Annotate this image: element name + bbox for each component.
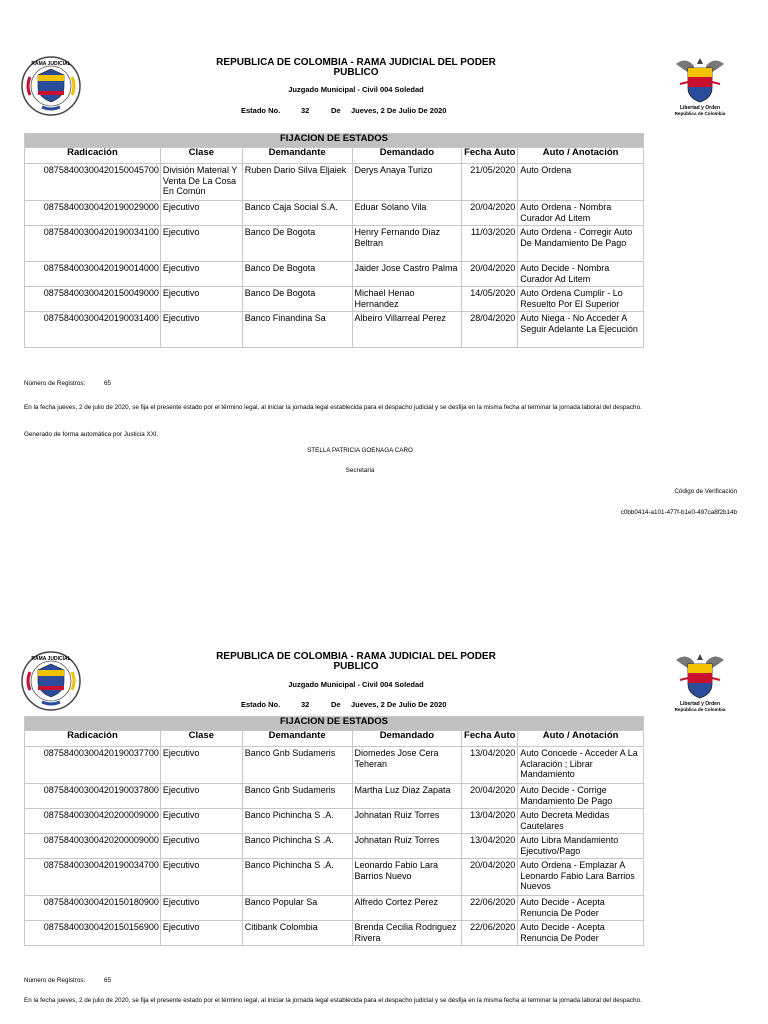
cell-clase: Ejecutivo xyxy=(160,809,242,834)
cell-anotacion: Auto Ordena - Emplazar A Leonardo Fabio Lara Barrios Nuevos xyxy=(518,859,644,896)
cell-fecha: 13/04/2020 xyxy=(462,834,518,859)
cell-anotacion: Auto Ordena - Corregir Auto De Mandamiento De Pago xyxy=(518,226,644,262)
cell-anotacion: Auto Libra Mandamiento Ejecutivo/Pago xyxy=(518,834,644,859)
col-radicacion: Radicación xyxy=(25,148,161,164)
cell-demandante: Banco Caja Social S.A. xyxy=(242,201,352,226)
cell-anotacion: Auto Decide - Acepta Renuncia De Poder xyxy=(518,921,644,946)
notice-text: En la fecha jueves, 2 de julio de 2020, se fija el presente estado por el término legal, al iniciar la jornada legal establecida para el despacho judicial y se desfija en la misma fecha al terminar la jornada laboral del despacho. xyxy=(24,404,642,411)
cell-clase: Ejecutivo xyxy=(160,834,242,859)
col-radicacion: Radicación xyxy=(25,731,161,747)
cell-demandado: Martha Luz Diaz Zapata xyxy=(352,784,462,809)
table-row xyxy=(25,164,644,201)
table-row xyxy=(25,859,644,896)
cell-fecha: 21/05/2020 xyxy=(462,164,518,201)
notice-text: En la fecha jueves, 2 de julio de 2020, se fija el presente estado por el término legal, al iniciar la jornada legal establecida para el despacho judicial y se desfija en la misma fecha al terminar la jornada laboral del despacho. xyxy=(24,997,642,1004)
cell-demandado: Johnatan Ruiz Torres xyxy=(352,809,462,834)
cell-fecha: 20/04/2020 xyxy=(462,784,518,809)
table-band-title: FIJACION DE ESTADOS xyxy=(25,717,644,731)
table-row xyxy=(25,809,644,834)
col-fecha-auto: Fecha Auto xyxy=(462,148,518,164)
cell-fecha: 20/04/2020 xyxy=(462,262,518,287)
cell-fecha: 20/04/2020 xyxy=(462,859,518,896)
cell-demandante: Banco Finandina Sa xyxy=(242,312,352,348)
table-row xyxy=(25,896,644,921)
court-name: Juzgado Municipal - Civil 004 Soledad xyxy=(288,85,424,94)
cell-demandante: Banco Gnb Sudameris xyxy=(242,784,352,809)
cell-demandado: Henry Fernando Diaz Beltran xyxy=(352,226,462,262)
cell-anotacion: Auto Decide - Corrige Mandamiento De Pago xyxy=(518,784,644,809)
court-name: Juzgado Municipal - Civil 004 Soledad xyxy=(288,680,424,689)
cell-demandante: Ruben Dario Silva Eljaiek xyxy=(242,164,352,201)
estado-line xyxy=(241,106,446,115)
cell-anotacion: Auto Decide - Acepta Renuncia De Poder xyxy=(518,896,644,921)
rama-judicial-seal-icon xyxy=(20,650,82,712)
cell-clase: Ejecutivo xyxy=(160,747,242,784)
registros-label: Número de Registros: xyxy=(24,977,86,984)
cell-clase: Ejecutivo xyxy=(160,226,242,262)
cell-demandante: Banco Popular Sa xyxy=(242,896,352,921)
registros-line xyxy=(24,977,724,985)
verification-label: Código de Verificación xyxy=(674,488,737,495)
cell-radicacion: 08758400300420190037800 xyxy=(25,784,161,809)
svg-text:RAMA JUDICIAL: RAMA JUDICIAL xyxy=(31,61,71,67)
cell-anotacion: Auto Niega - No Acceder A Seguir Adelante La Ejecución xyxy=(518,312,644,348)
document-title: REPUBLICA DE COLOMBIA - RAMA JUDICIAL DEL PODER PUBLICO xyxy=(216,57,496,78)
table-row xyxy=(25,262,644,287)
cell-clase: Ejecutivo xyxy=(160,921,242,946)
registros-count: 65 xyxy=(104,977,112,984)
coat-country: República de Colombia xyxy=(674,111,726,116)
svg-text:RAMA JUDICIAL: RAMA JUDICIAL xyxy=(31,656,71,662)
col-anotacion: Auto / Anotación xyxy=(518,148,644,164)
table-row xyxy=(25,921,644,946)
generated-text: Generado de forma automática por Justicia XXI. xyxy=(24,431,159,438)
table-row xyxy=(25,226,644,262)
cell-demandado: Eduar Solano Vila xyxy=(352,201,462,226)
cell-radicacion: 08758400300420150156900 xyxy=(25,921,161,946)
cell-radicacion: 08758400300420150049000 xyxy=(25,287,161,312)
estado-number: 32 xyxy=(301,106,310,115)
cell-demandado: Albeiro Villarreal Perez xyxy=(352,312,462,348)
cell-clase: Ejecutivo xyxy=(160,784,242,809)
col-clase: Clase xyxy=(160,731,242,747)
cell-fecha: 20/04/2020 xyxy=(462,201,518,226)
document-title: REPUBLICA DE COLOMBIA - RAMA JUDICIAL DEL PODER PUBLICO xyxy=(216,651,496,672)
estado-date: Jueves, 2 De Julio De 2020 xyxy=(351,106,447,115)
cell-demandante: Banco Gnb Sudameris xyxy=(242,747,352,784)
estado-label: Estado No. xyxy=(241,700,281,709)
estado-number: 32 xyxy=(301,700,310,709)
cell-anotacion: Auto Concede - Acceder A La Aclaración ; Librar Mandamiento xyxy=(518,747,644,784)
coat-motto: Libertad y Orden xyxy=(679,701,721,707)
de-label: De xyxy=(331,106,341,115)
cell-demandante: Banco De Bogota xyxy=(242,226,352,262)
cell-clase: Ejecutivo xyxy=(160,859,242,896)
cell-clase: División Material Y Venta De La Cosa En Común xyxy=(160,164,242,201)
cell-fecha: 13/04/2020 xyxy=(462,809,518,834)
verification-code: c0bb0414-a101-477f-b1e0-497ca8f2b14b xyxy=(620,509,737,516)
cell-fecha: 14/05/2020 xyxy=(462,287,518,312)
colombia-coat-of-arms-icon xyxy=(672,650,728,714)
colombia-coat-of-arms-icon xyxy=(672,54,728,118)
fijacion-table xyxy=(24,716,644,946)
cell-fecha: 22/06/2020 xyxy=(462,921,518,946)
cell-demandado: Derys Anaya Turizo xyxy=(352,164,462,201)
col-fecha-auto: Fecha Auto xyxy=(462,731,518,747)
cell-demandado: Alfredo Cortez Perez xyxy=(352,896,462,921)
cell-demandado: Leonardo Fabio Lara Barrios Nuevo xyxy=(352,859,462,896)
cell-radicacion: 08758400300420150045700 xyxy=(25,164,161,201)
registros-label: Número de Registros: xyxy=(24,380,86,387)
estado-label: Estado No. xyxy=(241,106,281,115)
cell-fecha: 11/03/2020 xyxy=(462,226,518,262)
cell-radicacion: 08758400300420190031400 xyxy=(25,312,161,348)
cell-radicacion: 08758400300420200009000 xyxy=(25,809,161,834)
fijacion-table xyxy=(24,133,644,348)
cell-demandado: Johnatan Ruiz Torres xyxy=(352,834,462,859)
col-demandado: Demandado xyxy=(352,731,462,747)
cell-radicacion: 08758400300420190029000 xyxy=(25,201,161,226)
cell-radicacion: 08758400300420200009000 xyxy=(25,834,161,859)
cell-clase: Ejecutivo xyxy=(160,262,242,287)
cell-anotacion: Auto Ordena - Nombra Curador Ad Litem xyxy=(518,201,644,226)
estado-line xyxy=(241,700,446,709)
cell-fecha: 28/04/2020 xyxy=(462,312,518,348)
cell-demandante: Citibank Colombia xyxy=(242,921,352,946)
table-row xyxy=(25,287,644,312)
cell-demandante: Banco De Bogota xyxy=(242,287,352,312)
col-demandante: Demandante xyxy=(242,731,352,747)
cell-demandante: Banco Pichincha S .A. xyxy=(242,809,352,834)
cell-radicacion: 08758400300420150180900 xyxy=(25,896,161,921)
table-row xyxy=(25,834,644,859)
estado-date: Jueves, 2 De Julio De 2020 xyxy=(351,700,447,709)
cell-anotacion: Auto Decide - Nombra Curador Ad Litem xyxy=(518,262,644,287)
cell-clase: Ejecutivo xyxy=(160,287,242,312)
rama-judicial-seal-icon xyxy=(20,55,82,117)
cell-demandante: Banco Pichincha S .A. xyxy=(242,834,352,859)
table-row xyxy=(25,201,644,226)
cell-anotacion: Auto Decreta Medidas Cautelares xyxy=(518,809,644,834)
table-row xyxy=(25,747,644,784)
cell-demandado: Jaider Jose Castro Palma xyxy=(352,262,462,287)
cell-radicacion: 08758400300420190037700 xyxy=(25,747,161,784)
signer-name: STELLA PATRICIA GOENAGA CARO xyxy=(307,447,413,454)
cell-fecha: 13/04/2020 xyxy=(462,747,518,784)
coat-country: República de Colombia xyxy=(674,707,726,712)
col-demandante: Demandante xyxy=(242,148,352,164)
table-row xyxy=(25,312,644,348)
table-row xyxy=(25,784,644,809)
registros-line xyxy=(24,380,724,388)
registros-count: 65 xyxy=(104,380,112,387)
cell-fecha: 22/06/2020 xyxy=(462,896,518,921)
col-demandado: Demandado xyxy=(352,148,462,164)
cell-clase: Ejecutivo xyxy=(160,312,242,348)
cell-clase: Ejecutivo xyxy=(160,896,242,921)
cell-demandante: Banco De Bogota xyxy=(242,262,352,287)
cell-demandante: Banco Pichincha S .A. xyxy=(242,859,352,896)
cell-demandado: Diomedes Jose Cera Teheran xyxy=(352,747,462,784)
table-band-title: FIJACION DE ESTADOS xyxy=(25,134,644,148)
cell-demandado: Brenda Cecilia Rodriguez Rivera xyxy=(352,921,462,946)
cell-anotacion: Auto Ordena Cumplir - Lo Resuelto Por El Superior xyxy=(518,287,644,312)
col-clase: Clase xyxy=(160,148,242,164)
cell-anotacion: Auto Ordena xyxy=(518,164,644,201)
cell-clase: Ejecutivo xyxy=(160,201,242,226)
cell-radicacion: 08758400300420190034100 xyxy=(25,226,161,262)
de-label: De xyxy=(331,700,341,709)
coat-motto: Libertad y Orden xyxy=(679,105,721,111)
signer-role: Secretaria xyxy=(345,467,375,474)
cell-radicacion: 08758400300420190014000 xyxy=(25,262,161,287)
cell-demandado: Michael Henao Hernandez xyxy=(352,287,462,312)
col-anotacion: Auto / Anotación xyxy=(518,731,644,747)
estado-sheet-2 xyxy=(0,600,768,1024)
cell-radicacion: 08758400300420190034700 xyxy=(25,859,161,896)
